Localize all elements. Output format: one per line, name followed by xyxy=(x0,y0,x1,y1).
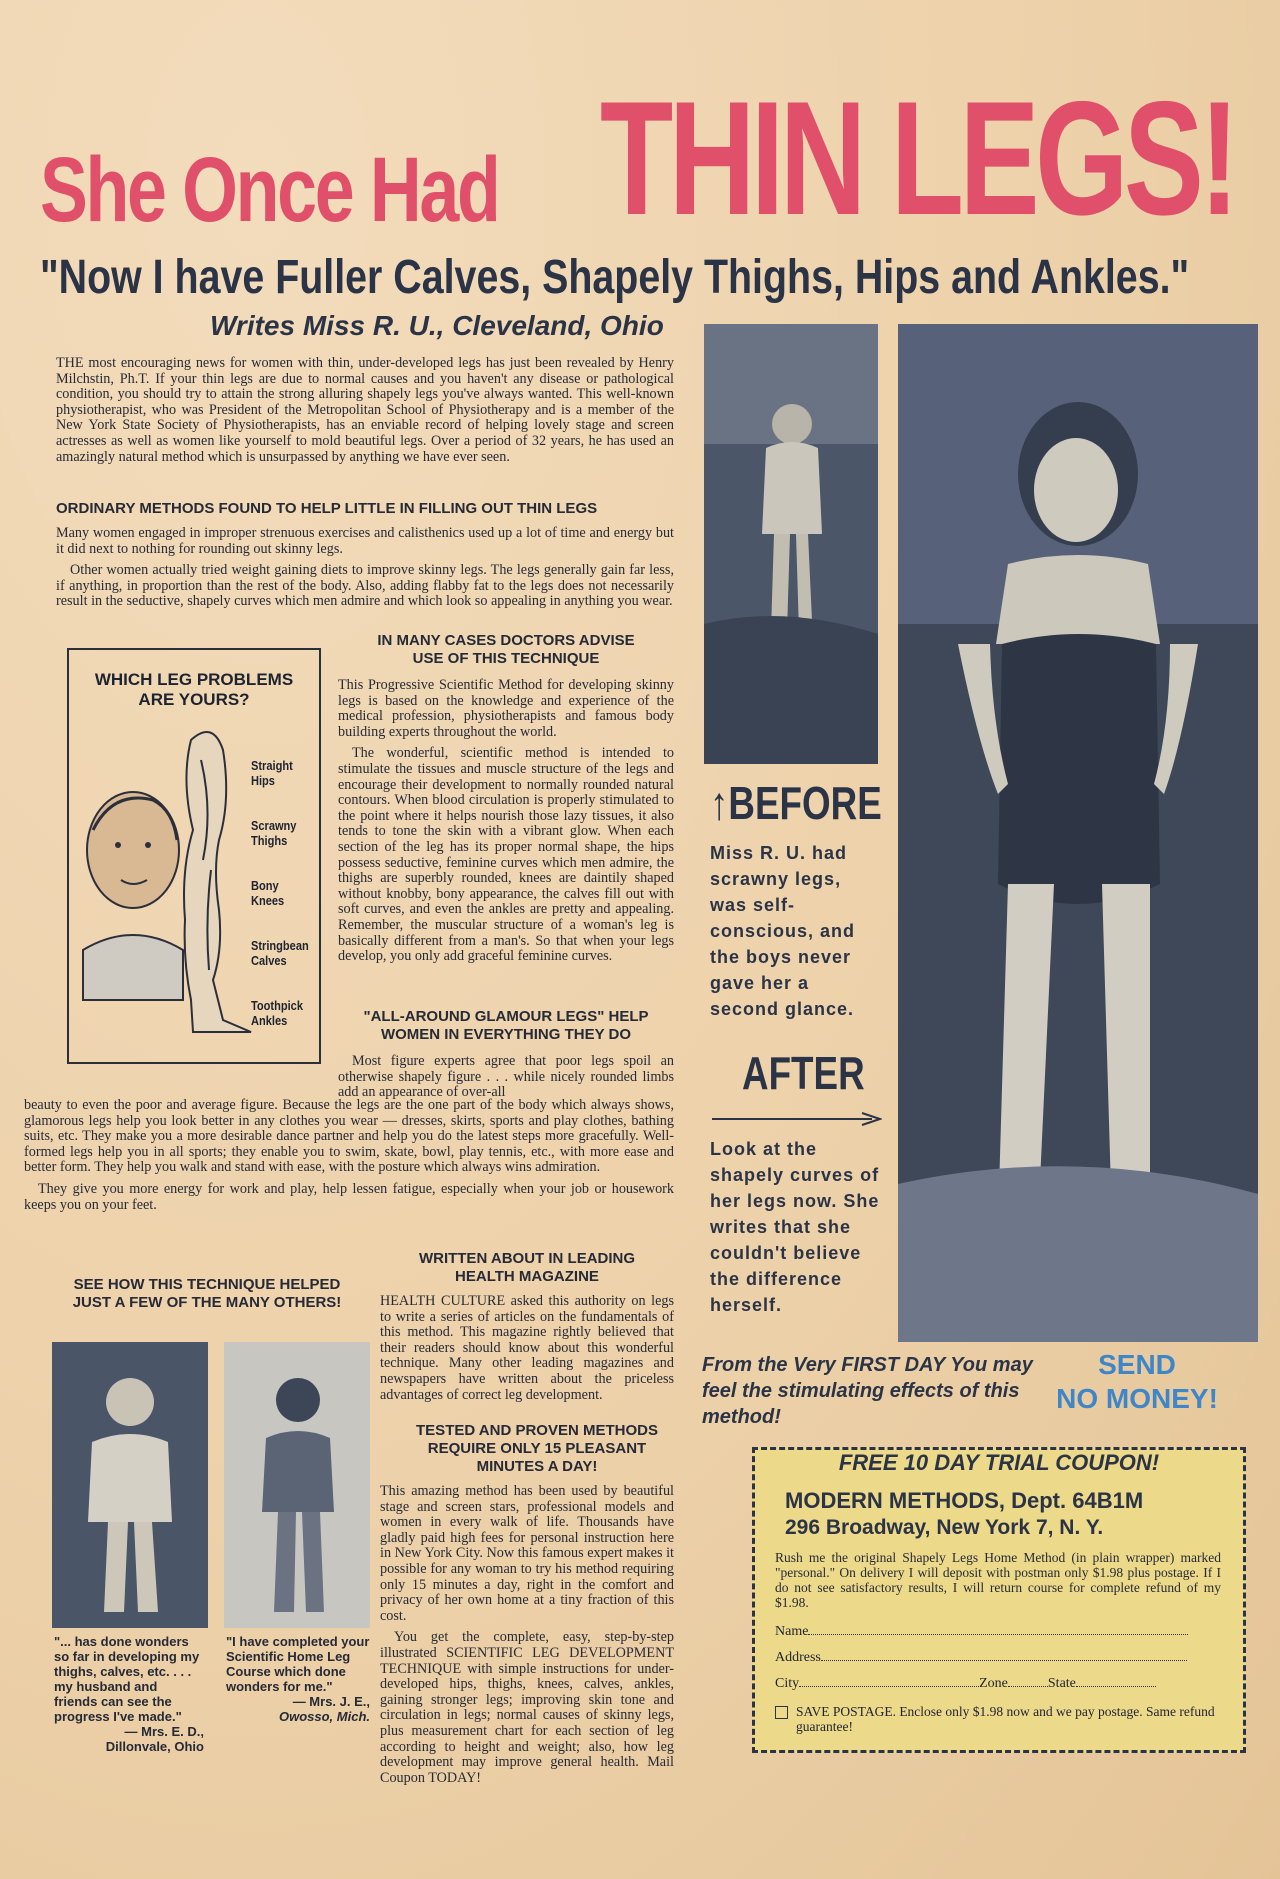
others-heading xyxy=(48,1276,366,1312)
subheadline: "Now I have Fuller Calves, Shapely Thighs, Hips and Ankles." xyxy=(40,251,1190,304)
section5-heading-line1: TESTED AND PROVEN METHODS xyxy=(416,1422,658,1439)
send-line1: SEND xyxy=(1098,1349,1176,1380)
section4-text xyxy=(380,1294,674,1409)
coupon-body: Rush me the original Shapely Legs Home Method (in plain wrapper) marked "personal." On delivery I will deposit with postman only $1.98 plus postage. If I do not see satisfactory results, I will return course for complete refund of my $1.98. xyxy=(775,1550,1221,1610)
label-bony-knees: Bony Knees xyxy=(251,878,285,908)
section5-text xyxy=(380,1484,674,1792)
before-photo xyxy=(704,324,878,764)
label-toothpick-ankles: Toothpick Ankles xyxy=(251,998,303,1028)
before-woman-image xyxy=(704,324,878,764)
section2-heading-line2: USE OF THIS TECHNIQUE xyxy=(412,650,600,667)
section2-heading-line1: IN MANY CASES DOCTORS ADVISE xyxy=(377,632,635,649)
section1-heading: ORDINARY METHODS FOUND TO HELP LITTLE IN FILLING OUT THIN LEGS xyxy=(56,500,598,517)
label-straight-hips: Straight Hips xyxy=(251,758,293,788)
headline-big: THIN LEGS! xyxy=(600,68,1235,249)
section3-p2: They give you more energy for work and play, help lessen fatigue, especially when your job or housework keeps you on your feet. xyxy=(24,1180,674,1213)
coupon-title: FREE 10 DAY TRIAL COUPON! xyxy=(838,1450,1160,1475)
section4-heading xyxy=(380,1250,674,1286)
section5-p2: You get the complete, easy, step-by-step illustrated SCIENTIFIC LEG DEVELOPMENT TECHNIQUE with simple instructions for under-developed hips, thighs, knees, calves, ankles, gaining stronger legs; improving skin tone and circulation in legs; normal causes of skinny legs, plus measurement chart for each section of leg according to height and weight; also, how leg development may improve general health. Mail Coupon TODAY! xyxy=(380,1629,674,1786)
section3-p1a: Most figure experts agree that poor legs spoil an otherwise shapely figure . . . while nicely rounded limbs add an appearance of over-all xyxy=(338,1053,674,1101)
coupon-company: MODERN METHODS, Dept. 64B1M xyxy=(785,1488,1144,1513)
section5-heading xyxy=(400,1422,674,1476)
city-label: City xyxy=(775,1676,800,1691)
state-label: State xyxy=(1047,1676,1076,1691)
box-title-line1: WHICH LEG PROBLEMS xyxy=(94,670,294,689)
quote-2: "I have completed your Scientific Home Leg Course which done wonders for me." xyxy=(226,1634,370,1694)
quote-1: "... has done wonders so far in developing my thighs, calves, etc. . . . my husband and friends can see the progress I've made." xyxy=(54,1634,200,1724)
leg-problems-box xyxy=(67,648,321,1064)
section5-p1: This amazing method has been used by beautiful stage and screen stars, professional models and women in every walk of life. Thousands have gladly paid high fees for personal instruction here in New York City. Now this famous expert makes it possible for any woman to try his method requiring only 15 minutes a day, right in the comfort and privacy of her own home at a tiny fraction of this cost. xyxy=(380,1483,674,1624)
save-postage-text: SAVE POSTAGE. Enclose only $1.98 now and we pay postage. Same refund guarantee! xyxy=(796,1704,1215,1734)
coupon-address: 296 Broadway, New York 7, N. Y. xyxy=(785,1516,1104,1539)
section2-text xyxy=(338,678,674,971)
headline xyxy=(40,68,1260,268)
section3-heading xyxy=(338,1008,674,1044)
section4-heading-line2: HEALTH MAGAZINE xyxy=(455,1268,599,1285)
section2-heading xyxy=(338,632,674,668)
others-heading-line2: JUST A FEW OF THE MANY OTHERS! xyxy=(72,1294,342,1311)
right-arrow-icon xyxy=(712,1112,882,1131)
section3-heading-line1: "ALL-AROUND GLAMOUR LEGS" HELP xyxy=(363,1008,649,1025)
address-field[interactable] xyxy=(775,1650,1221,1666)
section3-heading-line2: WOMEN IN EVERYTHING THEY DO xyxy=(380,1026,632,1043)
author-1-place: Dillonvale, Ohio xyxy=(105,1739,204,1754)
section3-p1b: beauty to even the poor and average figure. Because the legs are the one part of the body which always shows, glamorous legs help you look better in any clothes you wear — dresses, skirts, sports and play clothes, bathing suits, etc. They make you a more desirable dance partner and help you do the latest steps more gracefully. Well-formed legs help you in all sports; they enable you to swim, skate, bowl, play tennis, etc., with more ease and better form. They help you walk and stand with ease, with the posture which always wins admiration. xyxy=(24,1097,674,1176)
section5-heading-line2: REQUIRE ONLY 15 PLEASANT xyxy=(427,1440,647,1457)
section2-p1: This Progressive Scientific Method for developing skinny legs is based on the knowledge and experience of the medical profession, physiotherapists and famous body building experts throughout the world. xyxy=(338,677,674,740)
save-postage-option[interactable] xyxy=(775,1704,1221,1734)
city-zone-state-field[interactable] xyxy=(775,1676,1221,1692)
testimonial-photo-1 xyxy=(52,1342,208,1628)
before-block xyxy=(710,776,925,830)
woman-photo-1 xyxy=(52,1342,208,1628)
headline-small: She Once Had xyxy=(40,139,499,241)
author-2-name: — Mrs. J. E., xyxy=(292,1694,370,1709)
section1-p2: Other women actually tried weight gaining diets to improve skinny legs. The legs generally gain far less, if anything, in proportion than the rest of the body. Also, adding flabby fat to the legs does not necessarily result in the seductive, shapely curves which men admire and which look so appealing in anything you wear. xyxy=(56,562,674,610)
send-line2: NO MONEY! xyxy=(1056,1383,1218,1414)
zone-label: Zone xyxy=(979,1676,1008,1691)
author-2-place: Owosso, Mich. xyxy=(278,1709,370,1724)
section4-heading-line1: WRITTEN ABOUT IN LEADING xyxy=(418,1250,636,1267)
address-label: Address xyxy=(775,1650,821,1665)
section1-text xyxy=(56,526,674,616)
after-label: AFTER xyxy=(742,1047,865,1099)
before-label xyxy=(710,776,882,830)
section4-p1: HEALTH CULTURE asked this authority on legs to write a series of articles on the fundamentals of this method. This magazine rightly believed that their readers should know about this wonderful technique. Many other leading magazines and newspapers have written about the priceless advantages of correct leg development. xyxy=(380,1293,674,1403)
section3-text-b xyxy=(24,1098,674,1219)
box-title-line2: ARE YOURS? xyxy=(138,690,250,709)
author-1-name: — Mrs. E. D., xyxy=(124,1724,204,1739)
section5-heading-line3: MINUTES A DAY! xyxy=(476,1458,598,1475)
leg-illustration xyxy=(73,720,253,1050)
after-photo xyxy=(898,324,1258,1342)
others-heading-line1: SEE HOW THIS TECHNIQUE HELPED xyxy=(73,1276,341,1293)
section1-p1: Many women engaged in improper strenuous exercises and calisthenics used up a lot of time and energy but it did next to nothing for rounding out skinny legs. xyxy=(56,525,674,557)
label-scrawny-thighs: Scrawny Thighs xyxy=(251,818,297,848)
up-arrow-icon: ↑ xyxy=(710,777,729,829)
name-field[interactable] xyxy=(775,1624,1221,1640)
after-text: Look at the shapely curves of her legs now. She writes that she couldn't believe the difference herself. xyxy=(710,1139,880,1315)
before-label-text: BEFORE xyxy=(728,777,882,829)
name-label: Name xyxy=(775,1624,809,1639)
intro-text xyxy=(56,356,674,471)
before-text: Miss R. U. had scrawny legs, was self-conscious, and the boys never gave her a second glance. xyxy=(710,843,856,1019)
label-stringbean-calves: Stringbean Calves xyxy=(251,938,309,968)
woman-photo-2 xyxy=(224,1342,370,1628)
testimonial-photo-2 xyxy=(224,1342,370,1628)
trial-coupon[interactable] xyxy=(752,1447,1246,1753)
intro-paragraph: THE most encouraging news for women with thin, under-developed legs has just been revealed by Henry Milchstin, Ph.T. If your thin legs are due to normal causes and you haven't any disease or pathological condition, you should try to attain the strong alluring shapely legs you've always wanted. This well-known physiotherapist, who was President of the Metropolitan School of Physiotherapy and is a member of the New York State Society of Physiotherapists, has an enviable record of helping lovely stage and screen actresses as well as women like yourself to mold beautiful legs. Over a period of 32 years, he has used an amazingly natural method which is unsurpassed by anything we have ever seen. xyxy=(56,355,674,465)
send-no-money xyxy=(1022,1348,1252,1416)
section2-p2: The wonderful, scientific method is intended to stimulate the tissues and muscle structure of the legs and encourage their development to normally rounded natural contours. When blood circulation is properly stimulated to the point where it helps nourish those lazy tissues, it also tends to tone the skin with a vibrant glow. When each section of the leg has its proper normal shape, the hips possess seductive, feminine curves which men admire, the thighs are superbly rounded, knees are daintily shaped without knobby, bony appearance, the calves fill out with soft curves, and even the ankles are pretty and appealing. Remember, the muscular structure of a woman's leg is basically different from a man's. So that when your legs develop, you only add graceful feminine curves. xyxy=(338,745,674,965)
after-woman-image xyxy=(898,324,1258,1342)
testimonial-1 xyxy=(54,1634,204,1754)
save-postage-checkbox[interactable] xyxy=(775,1706,788,1719)
first-day-text: From the Very FIRST DAY You may feel the stimulating effects of this method! xyxy=(702,1354,1033,1428)
testimonial-2 xyxy=(226,1634,370,1724)
box-title xyxy=(69,670,319,710)
byline: Writes Miss R. U., Cleveland, Ohio xyxy=(210,310,664,341)
